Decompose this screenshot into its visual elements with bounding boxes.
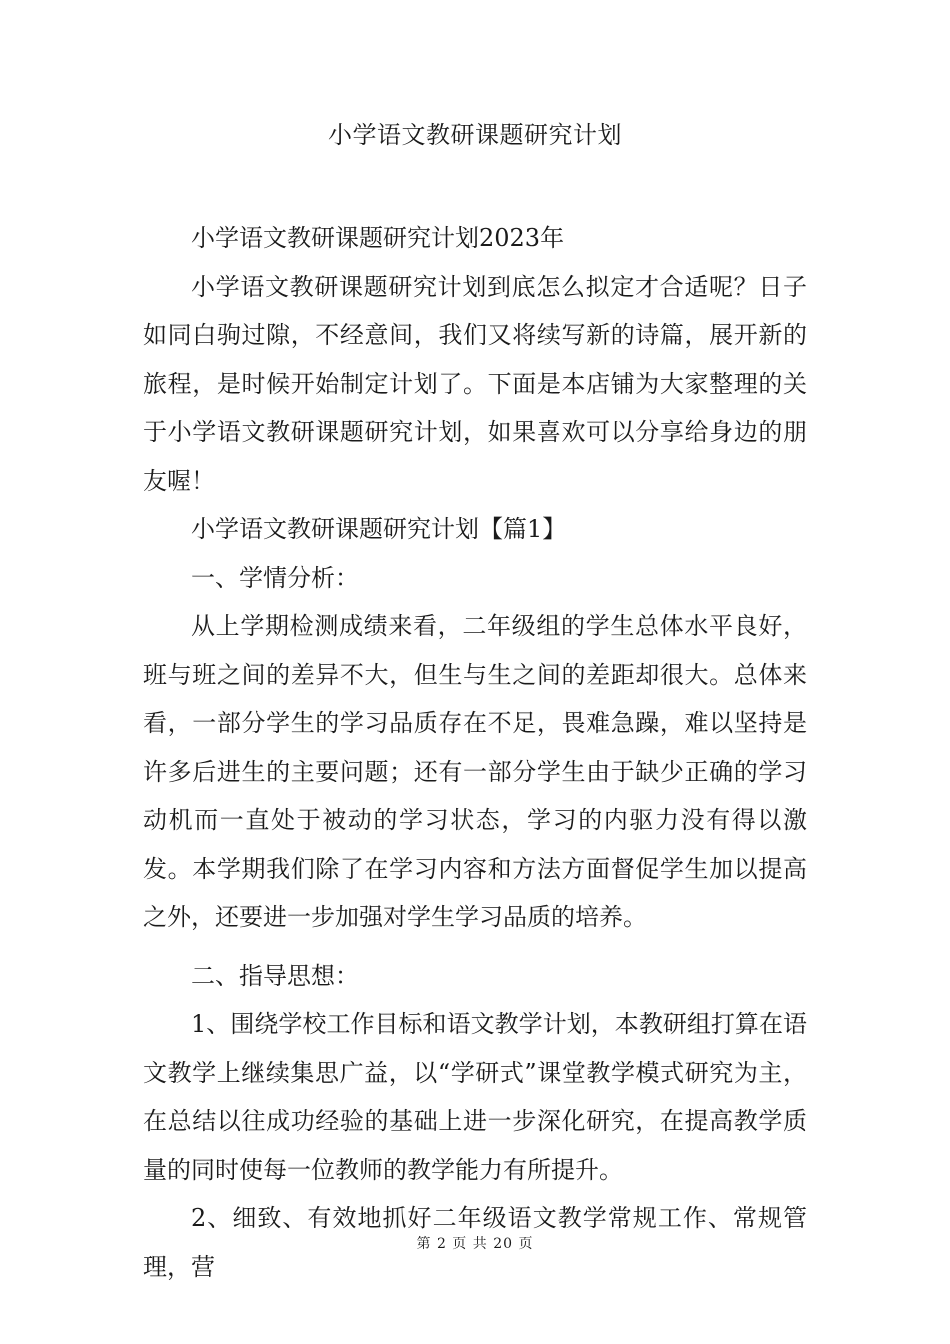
paragraph-intro: 小学语文教研课题研究计划到底怎么拟定才合适呢？日子如同白驹过隙，不经意间，我们又将续写新的诗篇，展开新的旅程，是时候开始制定计划了。下面是本店铺为大家整理的关于小学语文教研课题研究计划，如果喜欢可以分享给身边的朋友喔！ [143, 272, 807, 495]
document-body [143, 214, 807, 1291]
paragraph-item-1: 1、围绕学校工作目标和语文教学计划，本教研组打算在语文教学上继续集思广益，以“学研式”课堂教学模式研究为主，在总结以往成功经验的基础上进一步深化研究，在提高教学质量的同时使每一位教师的教学能力有所提升。 [143, 1010, 807, 1184]
section-heading-part-1: 小学语文教研课题研究计划【篇1】 [191, 515, 567, 543]
paragraph-subtitle: 小学语文教研课题研究计划2023年 [191, 224, 565, 252]
heading-learning-analysis: 一、学情分析： [191, 563, 359, 592]
document-title: 小学语文教研课题研究计划 [328, 121, 622, 149]
heading-guiding-ideology: 二、指导思想： [191, 961, 359, 990]
page-number-footer: 第 2 页 共 20 页 [416, 1236, 534, 1252]
paragraph-item-2: 2、细致、有效地抓好二年级语文教学常规工作、常规管理，营 [143, 1204, 807, 1281]
paragraph-learning-analysis: 从上学期检测成绩来看，二年级组的学生总体水平良好，班与班之间的差异不大，但生与生之间的差距却很大。总体来看，一部分学生的学习品质存在不足，畏难急躁，难以坚持是许多后进生的主要问题；还有一部分学生由于缺少正确的学习动机而一直处于被动的学习状态，学习的内驱力没有得以激发。本学期我们除了在学习内容和方法方面督促学生加以提高之外，还要进一步加强对学生学习品质的培养。 [143, 612, 807, 931]
